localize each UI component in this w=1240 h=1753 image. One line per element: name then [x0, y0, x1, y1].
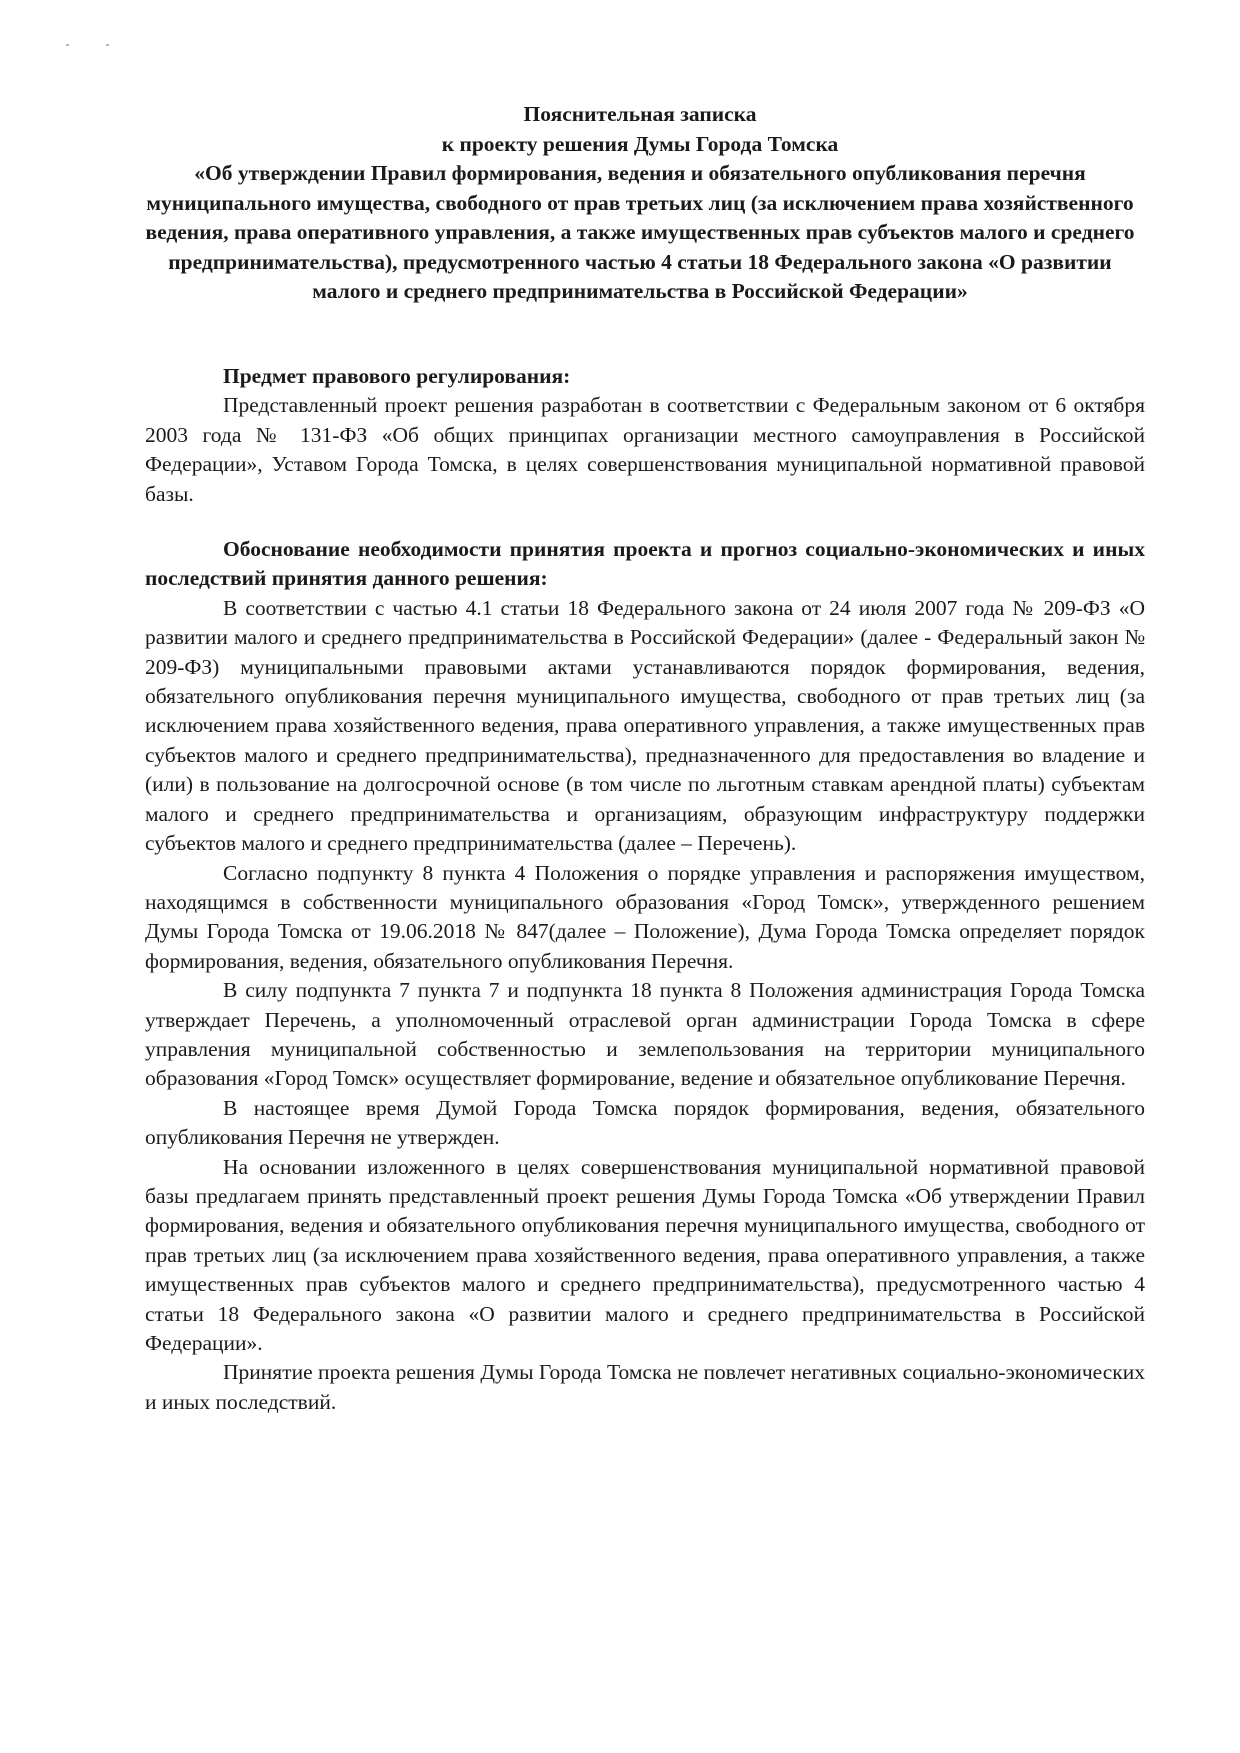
paragraph: В силу подпункта 7 пункта 7 и подпункта 18 пункта 8 Положения администрация Города Томска утверждает Перечень, а уполномоченный отраслевой орган администрации Города Томска в сфере управления муниципальной собственностью и землепользования на территории муниципального образования «Город Томск» осуществляет формирование, ведение и обязательное опубликование Перечня.: [145, 978, 1145, 1091]
document-title: Пояснительная записка: [523, 102, 757, 126]
document-subtitle: к проекту решения Думы Города Томска: [441, 131, 839, 156]
paragraph: На основании изложенного в целях совершенствования муниципальной нормативной правовой базы предлагаем принять представленный проект решения Думы Города Томска «Об утверждении Правил формирования, ведения и обязательного опубликования перечня муниципального имущества, свободного от прав третьих лиц (за исключением права хозяйственного ведения, права оперативного управления, а также имущественных прав субъектов малого и среднего предпринимательства), предусмотренного частью 4 статьи 18 Федерального закона «О развитии малого и среднего предпринимательства в Российской Федерации».: [145, 1154, 1145, 1355]
document-heading: [140, 100, 1140, 307]
paragraph: Представленный проект решения разработан в соответствии с Федеральным законом от 6 октября 2003 года № 131-ФЗ «Об общих принципах организации местного самоуправления в Российской Федерации», Уставом Города Томска, в целях совершенствования муниципальной нормативной правовой базы.: [145, 393, 1145, 506]
section-heading-subject: Предмет правового регулирования:: [223, 364, 571, 388]
paragraph: В соответствии с частью 4.1 статьи 18 Федерального закона от 24 июля 2007 года № 209-ФЗ «О развитии малого и среднего предпринимательства в Российской Федерации» (далее - Федеральный закон № 209-ФЗ) муниципальными правовыми актами устанавливаются порядок формирования, ведения, обязательного опубликования перечня муниципального имущества, свободного от прав третьих лиц (за исключением права хозяйственного ведения, права оперативного управления, а также имущественных прав субъектов малого и среднего предпринимательства), предназначенного для предоставления во владение и (или) в пользование на долгосрочной основе (в том числе по льготным ставкам арендной платы) субъектам малого и среднего предпринимательства и организациям, образующим инфраструктуру поддержки субъектов малого и среднего предпринимательства (далее – Перечень).: [145, 595, 1145, 856]
paragraph: Принятие проекта решения Думы Города Томска не повлечет негативных социально-экономических и иных последствий.: [145, 1360, 1145, 1414]
draft-decision-name: «Об утверждении Правил формирования, ведения и обязательного опубликования перечня муниципального имущества, свободного от прав третьих лиц (за исключением права хозяйственного ведения, права оперативного управления, а также имущественных прав субъектов малого и среднего предпринимательства), предусмотренного частью 4 статьи 18 Федерального закона «О развитии малого и среднего предпринимательства в Российской Федерации»: [145, 161, 1135, 303]
paragraph: В настоящее время Думой Города Томска порядок формирования, ведения, обязательного опубликования Перечня не утвержден.: [145, 1095, 1145, 1150]
scan-artifact: [66, 44, 126, 50]
paragraph: Согласно подпункту 8 пункта 4 Положения о порядке управления и распоряжения имуществом, находящимся в собственности муниципального образования «Город Томск», утвержденного решением Думы Города Томска от 19.06.2018 № 847(далее – Положение), Дума Города Томска определяет порядок формирования, ведения, обязательного опубликования Перечня.: [145, 860, 1145, 973]
section-heading-justification: Обоснование необходимости принятия проекта и прогноз социально-экономических и иных последствий принятия данного решения:: [145, 537, 1145, 591]
document-body: [145, 362, 1145, 1417]
